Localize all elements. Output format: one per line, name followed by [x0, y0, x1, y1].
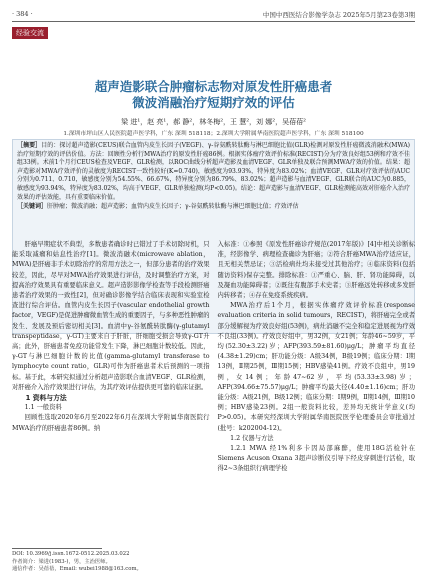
subsection-heading-general-data: 1.1 一般资料	[24, 404, 62, 412]
grouping-paragraph: MWA治疗后1个月，根据实体瘤疗效评价标准(response evaluation criteria in solid tumours，RECIST)，将肝癌完全或者部分缓解视为疗效良好组(53例)，病灶消融不完全和稳定进展视为疗效不良组(33例)。疗效良好组中，男32例，女21例；年龄46~59岁，平均(52.30±3.22)岁；AFP(393.59±81.60)μg/L；肿瘤平均直径(4.38±1.29)cm；肝功能分级：A级34例，B级19例；临床分期：Ⅰ期13例，Ⅱ期25例，Ⅲ期15例；HBV感染41例。疗效不良组中，男19例，女14例；年龄47~62岁，平均(53.33±3.98)岁；AFP(394.66±75.57)μg/L；肿瘤平均最大径(4.40±1.16)cm；肝功能分级：A级21例，B级12例；临床分期：Ⅰ期9例，Ⅱ期14例，Ⅲ期10例；HBV感染23例。2组一般资料比较，差异均无统计学意义(均P>0.05)。本研究经深圳大学附属华南医院医学伦理委员会审批通过(批号：k202004-12)。	[217, 302, 415, 432]
footnote-doi: DOI: 10.3969/j.issn.1672-0512.2025.03.022	[12, 551, 130, 557]
page-number: · 384 ·	[12, 10, 33, 18]
footnote-author: 作者简介：梁进(1983-)，男，主治医师。	[12, 558, 111, 565]
section-heading-materials-methods: 1 资料与方法	[25, 394, 67, 403]
general-data-paragraph: 回顾性选取2020年6月至2022年6月在深圳大学附属华南医院行MWA治疗的肝癌患者86例。纳	[12, 414, 210, 432]
abstract-paragraph	[17, 142, 410, 202]
journal-name: 中国中西医结合影像学杂志 2025年5月第23卷第3期	[262, 10, 415, 19]
header-divider	[12, 21, 415, 22]
footnote-email: 通信作者：吴蓓蓓，Email: wubei1988@163.com。	[12, 566, 142, 572]
subsection-heading-instruments: 1.2 仪器与方法	[230, 434, 274, 442]
keywords-paragraph	[17, 203, 410, 212]
footnote	[12, 551, 142, 574]
footnote-divider	[12, 548, 102, 549]
mwa-method-paragraph: 1.2.1 MWA 经1%利多卡因局部麻醉，使用18G活检针在Siemens Acuson Oxana 3超声诊断仪引导下经皮穿刺进行活检，取得2~3条组织行病理学检	[217, 445, 415, 473]
keywords-label: ［关键词］	[17, 203, 48, 211]
abstract-text: 目的：探讨超声造影(CEUS)联合血管内皮生长因子(VEGF)、γ-谷氨酰转肽酶与淋巴细胞比值(GLR)检测对原发性肝癌微波消融术(MWA)治疗短期疗效的评估价值。方法：回顾性分析行MWA治疗的原发性肝癌86例。根据实体瘤疗效评价标准(RECIST)分为疗效良好组53例和疗效不佳组33例。术前1个月行CEUS检查及VEGF、GLR检测，以ROC曲线分析超声造影及血清VEGF、GLR单独及联合预测MWA疗效的价值。结果：超声造影对MWA疗效评价的灵敏度为RECIST一致性较好(K=0.740)，敏感度为93.93%，特异度为83.02%；血清VEGF、GLR对疗效评估的AUC分别为0.711、0.710，敏感度分别为54.55%、66.67%，特异度分别为86.79%、83.02%；超声造影与血清VEGF、GLR联合的AUC为0.885，敏感度为93.94%，特异度为83.02%，均高于VEGF、GLR单独检测(均P<0.05)。结论：超声造影与血清VEGF、GLR检测能高效对肝癌介入治疗效果的评估效能，具有重要临床价值。	[17, 142, 410, 201]
article-title-line-2: 微波消融治疗短期疗效的评估	[132, 95, 295, 110]
keywords-text: 肝肿瘤；微波消融；超声造影；血管内皮生长因子；γ-谷氨酰转肽酶与淋巴细胞比值；疗效评估	[47, 203, 299, 211]
criteria-paragraph: 入标准：①参照《原发性肝癌诊疗规范(2017年版)》[4]中相关诊断标准，经影像学、病理检查确诊为肝癌；②符合肝癌MWA治疗适应证，且无相关禁忌证；③活检病灶均未接受过其他治疗；④临床资料(包括随访资料)保存完整。排除标准：①严重心、脑、肝、肾功能障碍，以及凝血功能障碍者；②既往有腹部手术史者；③肝癌远处转移或多发肝内转移者；④存在免疫系统疾病。	[217, 241, 415, 300]
right-column	[218, 240, 416, 475]
article-title-line-1: 超声造影联合肿瘤标志物对原发性肝癌患者	[94, 79, 333, 94]
section-tag: 经验交流	[12, 27, 48, 39]
body-columns	[12, 240, 415, 475]
page-header	[12, 8, 415, 20]
abstract-label: ［摘要］	[17, 142, 42, 149]
author-affiliation: 1.深圳市坪山区人民医院超声医学科，广东 深圳 518118；2.深圳大学附属华南医院超声医学科，广东 深圳 518100	[63, 131, 364, 137]
intro-paragraph: 肝癌早期症状不典型，多数患者确诊时已错过了手术切除时机，只能采取减瘤和姑息性治疗[1]。微波消融术(microwave ablation，MWA)是肝癌非手术切除治疗的常用方法之一，但部分患者的治疗效果较差，因此，尽早对MWA治疗效果进行评估，及时调整治疗方案，对提高治疗效果具有重要临床意义。超声造影影像学检查等手段检测肝癌患者治疗效果的一致性[2]，但对确诊影像学结合临床表现和实验室检查进行综合评估。血管内皮生长因子(vascular endothelial growth factor，VEGF)是促进肿瘤微血管生成的重要因子，与多种恶性肿瘤的发生、发展及预后密切相关[3]。血清中γ-谷氨酰转肽酶(γ-glutamyl transpeptidase，γ-GT)主要来自于肝脏，肝细胞受损会导致γ-GT升高；此外，肝癌患者免疫功能常发生下降，淋巴细胞计数较低。因此，γ-GT与淋巴细胞计数的比值(gamma-glutamyl transferase to lymphocyte count ratio，GLR)可作为肝癌患者术后预测的一项指标。基于此，本研究拟通过分析超声造影联合血清VEGF、GLR检测，对肝癌介入治疗效果进行评估，为其疗效评估提供更可靠的临床证据。	[12, 241, 210, 391]
left-column	[12, 240, 210, 475]
author-list: 梁 进¹，赵 亮¹，郝 静²，林冬梅²，王 慧²，刘 娜²，吴蓓蓓²	[121, 118, 306, 126]
